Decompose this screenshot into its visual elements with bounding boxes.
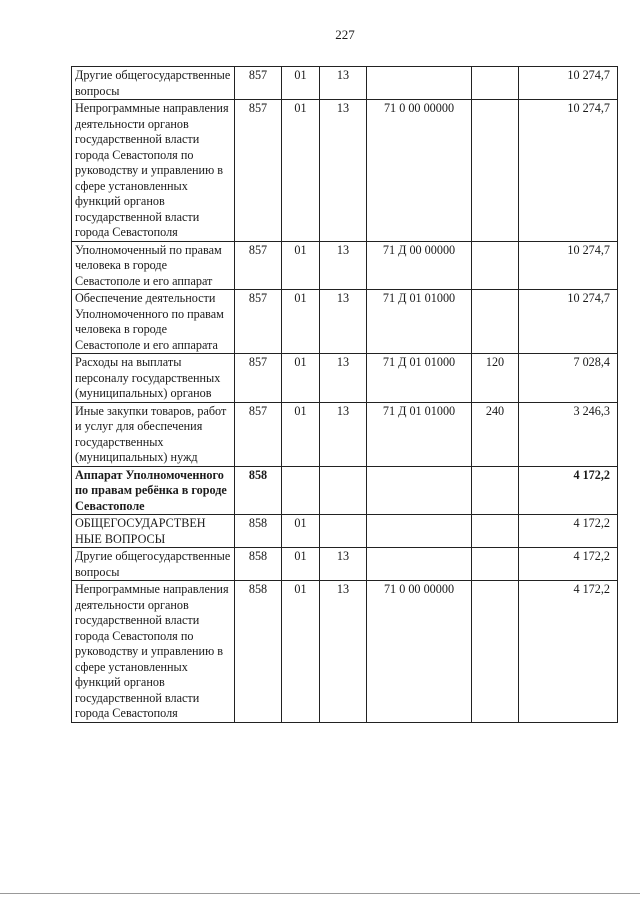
table-row [72, 100, 618, 242]
table-row [72, 548, 618, 581]
item-name-cell: Аппарат Уполномоченного по правам ребёнка в городе Севастополе [72, 466, 235, 515]
department-code-cell: 857 [235, 241, 282, 290]
subsection-code-cell: 13 [320, 402, 367, 466]
department-code-cell: 857 [235, 100, 282, 242]
item-name-cell: ОБЩЕГОСУДАРСТВЕН НЫЕ ВОПРОСЫ [72, 515, 235, 548]
item-name-cell: Расходы на выплаты персоналу государственных (муниципальных) органов [72, 354, 235, 403]
target-article-cell [367, 548, 472, 581]
expense-type-cell [472, 515, 519, 548]
target-article-cell: 71 0 00 00000 [367, 581, 472, 723]
amount-cell: 10 274,7 [519, 67, 618, 100]
section-code-cell: 01 [282, 290, 320, 354]
table-row [72, 402, 618, 466]
section-code-cell [282, 466, 320, 515]
department-code-cell: 858 [235, 548, 282, 581]
subsection-code-cell [320, 466, 367, 515]
subsection-code-cell: 13 [320, 100, 367, 242]
subsection-code-cell: 13 [320, 581, 367, 723]
section-code-cell: 01 [282, 67, 320, 100]
section-code-cell: 01 [282, 241, 320, 290]
target-article-cell [367, 466, 472, 515]
department-code-cell: 858 [235, 466, 282, 515]
target-article-cell [367, 515, 472, 548]
table-row [72, 241, 618, 290]
amount-cell: 4 172,2 [519, 581, 618, 723]
target-article-cell: 71 0 00 00000 [367, 100, 472, 242]
target-article-cell [367, 67, 472, 100]
amount-cell: 10 274,7 [519, 290, 618, 354]
table-row [72, 290, 618, 354]
expense-type-cell [472, 466, 519, 515]
table-body [72, 67, 618, 723]
target-article-cell: 71 Д 01 01000 [367, 290, 472, 354]
expense-type-cell: 120 [472, 354, 519, 403]
table-row [72, 515, 618, 548]
target-article-cell: 71 Д 00 00000 [367, 241, 472, 290]
budget-table [71, 66, 618, 723]
subsection-code-cell: 13 [320, 67, 367, 100]
item-name-cell: Обеспечение деятельности Уполномоченного по правам человека в городе Севастополе и его аппарата [72, 290, 235, 354]
department-code-cell: 858 [235, 581, 282, 723]
expense-type-cell [472, 581, 519, 723]
department-code-cell: 857 [235, 402, 282, 466]
subsection-code-cell: 13 [320, 354, 367, 403]
department-code-cell: 858 [235, 515, 282, 548]
section-code-cell: 01 [282, 100, 320, 242]
item-name-cell: Иные закупки товаров, работ и услуг для обеспечения государственных (муниципальных) нужд [72, 402, 235, 466]
item-name-cell: Непрограммные направления деятельности органов государственной власти города Севастополя по руководству и управлению в сфере установленных функций органов государственной власти города Севастополя [72, 581, 235, 723]
amount-cell: 7 028,4 [519, 354, 618, 403]
section-code-cell: 01 [282, 354, 320, 403]
target-article-cell: 71 Д 01 01000 [367, 354, 472, 403]
expense-type-cell [472, 67, 519, 100]
table-row [72, 581, 618, 723]
expense-type-cell [472, 290, 519, 354]
section-code-cell: 01 [282, 402, 320, 466]
item-name-cell: Уполномоченный по правам человека в городе Севастополе и его аппарат [72, 241, 235, 290]
department-code-cell: 857 [235, 290, 282, 354]
expense-type-cell [472, 100, 519, 242]
subsection-code-cell: 13 [320, 241, 367, 290]
department-code-cell: 857 [235, 354, 282, 403]
section-code-cell: 01 [282, 515, 320, 548]
table-row [72, 466, 618, 515]
table-row [72, 354, 618, 403]
amount-cell: 4 172,2 [519, 466, 618, 515]
expense-type-cell [472, 548, 519, 581]
expense-type-cell: 240 [472, 402, 519, 466]
amount-cell: 4 172,2 [519, 548, 618, 581]
amount-cell: 10 274,7 [519, 241, 618, 290]
amount-cell: 10 274,7 [519, 100, 618, 242]
page-number: 227 [335, 27, 355, 42]
item-name-cell: Другие общегосударственные вопросы [72, 67, 235, 100]
department-code-cell: 857 [235, 67, 282, 100]
item-name-cell: Другие общегосударственные вопросы [72, 548, 235, 581]
subsection-code-cell [320, 515, 367, 548]
item-name-cell: Непрограммные направления деятельности органов государственной власти города Севастополя по руководству и управлению в сфере установленных функций органов государственной власти города Севастополя [72, 100, 235, 242]
page-edge-line [0, 893, 640, 894]
amount-cell: 3 246,3 [519, 402, 618, 466]
section-code-cell: 01 [282, 581, 320, 723]
amount-cell: 4 172,2 [519, 515, 618, 548]
table-row [72, 67, 618, 100]
target-article-cell: 71 Д 01 01000 [367, 402, 472, 466]
expense-type-cell [472, 241, 519, 290]
subsection-code-cell: 13 [320, 290, 367, 354]
subsection-code-cell: 13 [320, 548, 367, 581]
section-code-cell: 01 [282, 548, 320, 581]
